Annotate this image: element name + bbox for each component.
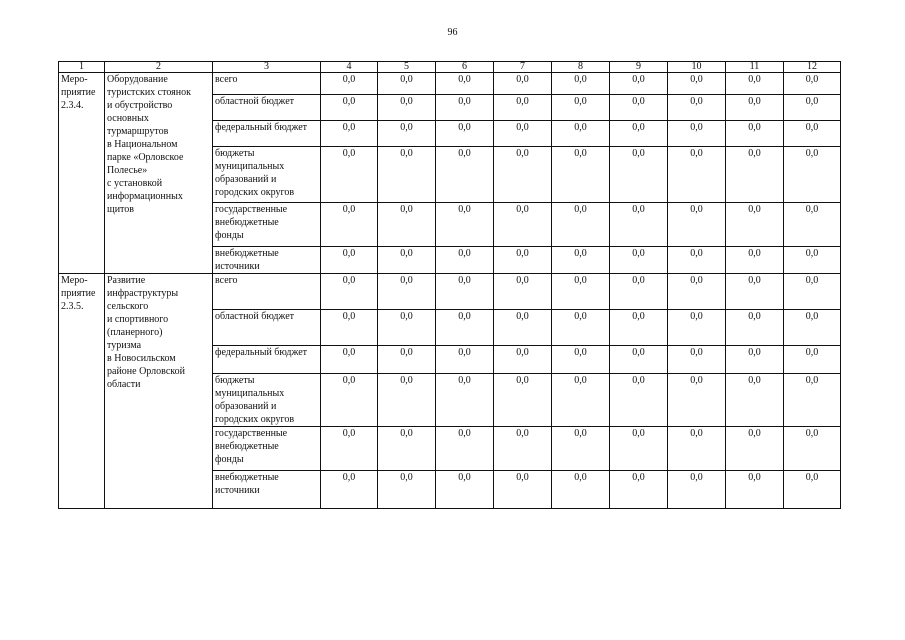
- value-cell: 0,0: [726, 374, 784, 427]
- budget-table: [58, 61, 841, 509]
- value-cell: 0,0: [610, 471, 668, 509]
- value-cell: 0,0: [378, 203, 436, 247]
- value-cell: 0,0: [668, 274, 726, 310]
- value-cell: 0,0: [668, 73, 726, 95]
- value-cell: 0,0: [784, 346, 841, 374]
- value-cell: 0,0: [668, 471, 726, 509]
- value-cell: 0,0: [321, 374, 378, 427]
- value-cell: 0,0: [436, 203, 494, 247]
- funding-source-cell: внебюджетные источники: [213, 247, 321, 274]
- value-cell: 0,0: [784, 310, 841, 346]
- value-cell: 0,0: [378, 374, 436, 427]
- value-cell: 0,0: [726, 121, 784, 147]
- value-cell: 0,0: [610, 247, 668, 274]
- value-cell: 0,0: [726, 147, 784, 203]
- value-cell: 0,0: [668, 95, 726, 121]
- table-body: [59, 73, 841, 509]
- value-cell: 0,0: [668, 346, 726, 374]
- column-header: 8: [552, 62, 610, 73]
- value-cell: 0,0: [784, 247, 841, 274]
- value-cell: 0,0: [494, 274, 552, 310]
- value-cell: 0,0: [321, 427, 378, 471]
- value-cell: 0,0: [378, 310, 436, 346]
- value-cell: 0,0: [610, 374, 668, 427]
- value-cell: 0,0: [552, 471, 610, 509]
- column-header: 6: [436, 62, 494, 73]
- funding-source-cell: государственные внебюджетные фонды: [213, 427, 321, 471]
- value-cell: 0,0: [610, 95, 668, 121]
- value-cell: 0,0: [668, 203, 726, 247]
- value-cell: 0,0: [668, 121, 726, 147]
- value-cell: 0,0: [552, 95, 610, 121]
- value-cell: 0,0: [552, 427, 610, 471]
- value-cell: 0,0: [378, 427, 436, 471]
- measure-cell: Меро- приятие 2.3.5.: [59, 274, 105, 509]
- value-cell: 0,0: [321, 247, 378, 274]
- value-cell: 0,0: [494, 121, 552, 147]
- value-cell: 0,0: [321, 310, 378, 346]
- value-cell: 0,0: [610, 147, 668, 203]
- value-cell: 0,0: [784, 427, 841, 471]
- value-cell: 0,0: [552, 247, 610, 274]
- value-cell: 0,0: [668, 374, 726, 427]
- funding-source-cell: областной бюджет: [213, 310, 321, 346]
- value-cell: 0,0: [784, 121, 841, 147]
- value-cell: 0,0: [378, 147, 436, 203]
- funding-source-cell: бюджеты муниципальных образований и городских округов: [213, 147, 321, 203]
- value-cell: 0,0: [494, 427, 552, 471]
- value-cell: 0,0: [321, 147, 378, 203]
- value-cell: 0,0: [378, 73, 436, 95]
- measure-cell: Меро- приятие 2.3.4.: [59, 73, 105, 274]
- value-cell: 0,0: [610, 274, 668, 310]
- column-header: 10: [668, 62, 726, 73]
- column-header: 5: [378, 62, 436, 73]
- column-header: 3: [213, 62, 321, 73]
- value-cell: 0,0: [436, 374, 494, 427]
- value-cell: 0,0: [494, 73, 552, 95]
- value-cell: 0,0: [668, 147, 726, 203]
- value-cell: 0,0: [436, 471, 494, 509]
- funding-source-cell: внебюджетные источники: [213, 471, 321, 509]
- value-cell: 0,0: [784, 374, 841, 427]
- value-cell: 0,0: [726, 346, 784, 374]
- header-row: [59, 62, 841, 73]
- value-cell: 0,0: [321, 121, 378, 147]
- funding-source-cell: федеральный бюджет: [213, 346, 321, 374]
- value-cell: 0,0: [378, 471, 436, 509]
- value-cell: 0,0: [784, 95, 841, 121]
- value-cell: 0,0: [552, 147, 610, 203]
- value-cell: 0,0: [726, 427, 784, 471]
- value-cell: 0,0: [494, 471, 552, 509]
- value-cell: 0,0: [610, 310, 668, 346]
- value-cell: 0,0: [726, 247, 784, 274]
- value-cell: 0,0: [610, 346, 668, 374]
- value-cell: 0,0: [668, 427, 726, 471]
- description-cell: Развитие инфраструктуры сельского и спортивного (планерного) туризма в Новосильском районе Орловской области: [105, 274, 213, 509]
- value-cell: 0,0: [378, 274, 436, 310]
- value-cell: 0,0: [378, 247, 436, 274]
- value-cell: 0,0: [552, 121, 610, 147]
- value-cell: 0,0: [784, 147, 841, 203]
- value-cell: 0,0: [610, 203, 668, 247]
- funding-source-cell: бюджеты муниципальных образований и городских округов: [213, 374, 321, 427]
- value-cell: 0,0: [321, 203, 378, 247]
- column-header: 9: [610, 62, 668, 73]
- value-cell: 0,0: [552, 346, 610, 374]
- value-cell: 0,0: [726, 310, 784, 346]
- value-cell: 0,0: [552, 310, 610, 346]
- value-cell: 0,0: [552, 203, 610, 247]
- value-cell: 0,0: [436, 95, 494, 121]
- value-cell: 0,0: [436, 121, 494, 147]
- column-header: 4: [321, 62, 378, 73]
- value-cell: 0,0: [436, 310, 494, 346]
- column-header: 11: [726, 62, 784, 73]
- value-cell: 0,0: [436, 427, 494, 471]
- value-cell: 0,0: [552, 374, 610, 427]
- funding-source-cell: всего: [213, 73, 321, 95]
- value-cell: 0,0: [726, 274, 784, 310]
- value-cell: 0,0: [436, 274, 494, 310]
- value-cell: 0,0: [321, 274, 378, 310]
- value-cell: 0,0: [726, 203, 784, 247]
- value-cell: 0,0: [784, 73, 841, 95]
- value-cell: 0,0: [552, 274, 610, 310]
- value-cell: 0,0: [784, 471, 841, 509]
- funding-source-cell: всего: [213, 274, 321, 310]
- funding-source-cell: государственные внебюджетные фонды: [213, 203, 321, 247]
- value-cell: 0,0: [436, 247, 494, 274]
- column-header: 7: [494, 62, 552, 73]
- value-cell: 0,0: [436, 346, 494, 374]
- value-cell: 0,0: [494, 203, 552, 247]
- value-cell: 0,0: [610, 121, 668, 147]
- funding-source-cell: областной бюджет: [213, 95, 321, 121]
- value-cell: 0,0: [784, 274, 841, 310]
- column-header: 2: [105, 62, 213, 73]
- column-header: 12: [784, 62, 841, 73]
- value-cell: 0,0: [436, 147, 494, 203]
- value-cell: 0,0: [378, 346, 436, 374]
- value-cell: 0,0: [552, 73, 610, 95]
- value-cell: 0,0: [610, 427, 668, 471]
- funding-source-cell: федеральный бюджет: [213, 121, 321, 147]
- value-cell: 0,0: [726, 73, 784, 95]
- value-cell: 0,0: [494, 346, 552, 374]
- value-cell: 0,0: [378, 95, 436, 121]
- value-cell: 0,0: [668, 310, 726, 346]
- value-cell: 0,0: [321, 73, 378, 95]
- column-header: 1: [59, 62, 105, 73]
- page-number: 96: [447, 27, 458, 38]
- value-cell: 0,0: [610, 73, 668, 95]
- value-cell: 0,0: [726, 95, 784, 121]
- value-cell: 0,0: [726, 471, 784, 509]
- value-cell: 0,0: [494, 310, 552, 346]
- value-cell: 0,0: [494, 247, 552, 274]
- table-row: [59, 73, 841, 95]
- value-cell: 0,0: [494, 374, 552, 427]
- value-cell: 0,0: [321, 346, 378, 374]
- value-cell: 0,0: [321, 95, 378, 121]
- value-cell: 0,0: [784, 203, 841, 247]
- value-cell: 0,0: [494, 147, 552, 203]
- table-row: [59, 274, 841, 310]
- description-cell: Оборудование туристских стоянок и обустройство основных турмаршрутов в Национальном парке «Орловское Полесье» с установкой информационных щитов: [105, 73, 213, 274]
- value-cell: 0,0: [668, 247, 726, 274]
- value-cell: 0,0: [494, 95, 552, 121]
- value-cell: 0,0: [378, 121, 436, 147]
- value-cell: 0,0: [436, 73, 494, 95]
- value-cell: 0,0: [321, 471, 378, 509]
